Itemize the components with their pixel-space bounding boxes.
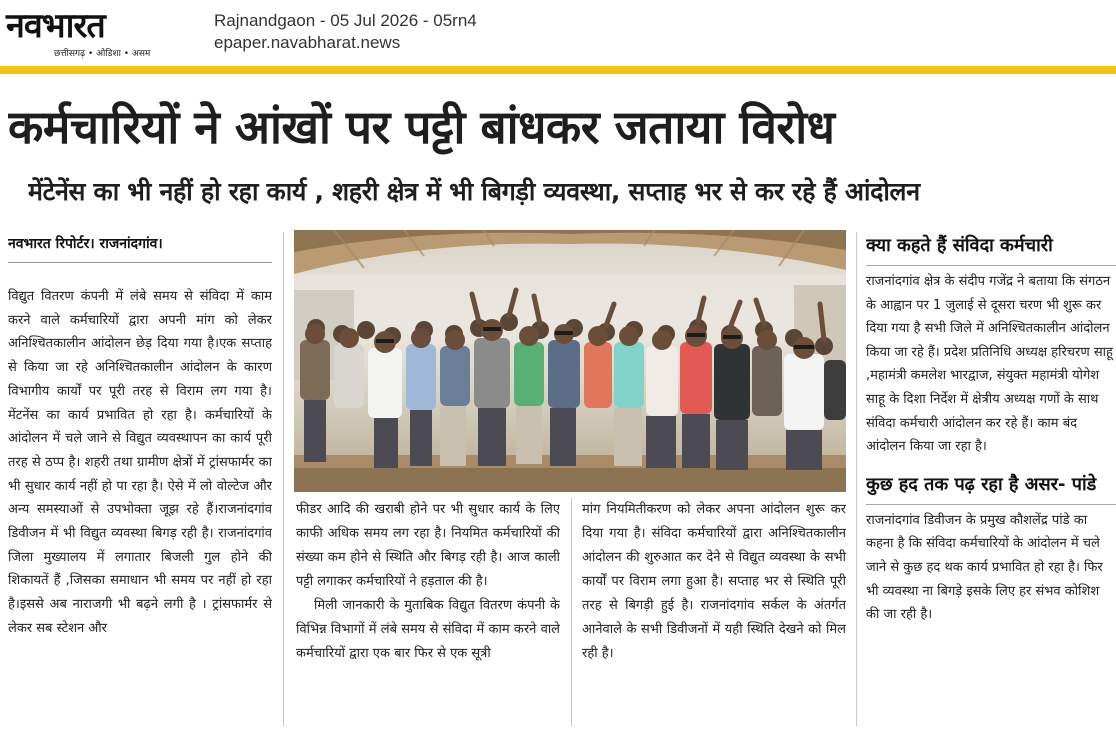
column-1-text: विद्युत वितरण कंपनी में लंबे समय से संविदा में काम करने वाले कर्मचारियों द्वारा अपनी मांग को लेकर अनिश्चितकालीन आंदोलन छेड़ दिया गया है।एक सप्ताह से किया जा रहे अनिश्चितकालीन आंदोलन के कारण विभागीय कार्यों पर पूरी तरह से विराम लग गया है। मेंटनेंस का कार्य प्रभावित हो रहा है। कर्मचारियों के आंदोलन में चले जाने से विद्युत व्यवस्थापन का कार्य पूरी तरह से ठप्प है। शहरी तथा ग्रामीण क्षेत्रों में ट्रांसफार्मर का भी सुधार कार्य नहीं हो पा रहा है। ऐसे में लो वोल्टेज और अन्य समस्याओं से उपभोक्ता जूझ रहे हैं।राजनांदगांव डिवीजन में भी विद्युत व्यवस्था बिगड़ रही है। राजनांदगांव जिला मुख्यालय में लगातार बिजली गुल होने की शिकायतें हैं ,जिसका समाधान भी समय पर नहीं हो रहा है।इससे अब नाराजगी भी बढ़ने लगी है । ट्रांसफार्मर से लेकर सब स्टेशन और (8, 289, 272, 636)
byline: नवभारत रिपोर्टर। राजनांदगांव। (8, 232, 272, 263)
column-divider (571, 498, 572, 726)
protest-photo-illustration (294, 230, 846, 492)
logo-tagline: छत्तीसगढ़ • ओडिशा • असम (54, 49, 151, 59)
masthead-accent-bar (0, 66, 1116, 74)
column-divider (856, 232, 857, 726)
article-headline: कर्मचारियों ने आंखों पर पट्टी बांधकर जताया विरोध (8, 100, 835, 154)
column-3-text: मांग नियमितीकरण को लेकर अपना आंदोलन शुरू कर दिया गया है। संविदा कर्मचारियों द्वारा अनिश्चितकालीन आंदोलन की शुरुआत कर देने से विद्युत व्यवस्था के सभी कार्यों पर विराम लगा हुआ है। सप्ताह भर से स्थिति पूरी तरह से बिगड़ी हुई है। राजनांदगांव सर्कल के अंतर्गत आनेवाले के सभी डिवीजनों में यही स्थिति देखने को मिल रही है। (582, 502, 846, 661)
sidebar-column (866, 232, 1116, 728)
protest-group-photo (294, 230, 846, 492)
masthead (0, 0, 1116, 66)
edition-line: Rajnandgaon - 05 Jul 2026 - 05rn4 (214, 11, 477, 30)
sidebar-heading-2: कुछ हद तक पढ़ रहा है असर- पांडे (866, 471, 1116, 505)
article-column-3 (582, 498, 846, 730)
navabharat-logo (6, 4, 198, 62)
article-subheadline: मेंटेनेंस का भी नहीं हो रहा कार्य , शहरी क्षेत्र में भी बिगड़ी व्यवस्था, सप्ताह भर से कर रहे हैं आंदोलन (28, 177, 920, 206)
sidebar-text-2: राजनांदगांव डिवीजन के प्रमुख कौशलेंद्र पांडे का कहना है कि संविदा कर्मचारियों के आंदोलन में चले जाने से कुछ हद थक कार्य प्रभावित हो रहा है। फिर भी व्यवस्था ना बिगड़े इसके लिए हर संभव कोशिश की जा रही है। (866, 512, 1103, 623)
sidebar-text-1: राजनांदगांव क्षेत्र के संदीप गजेंद्र ने बताया कि संगठन के आह्वान पर 1 जुलाई से दूसरा चरण भी शुरू कर दिया गया है सभी जिले में अनिश्चितकालीन आंदोलन किया जा रहे हैं। प्रदेश प्रतिनिधि अध्यक्ष हरिचरण साहू ,महामंत्री कमलेश भारद्वाज, संयुक्त महामंत्री योगेश साहू के दिशा निर्देश में क्षेत्रीय अध्यक्ष गणों के साथ संविदा कर्मचारी आंदोलन कर रहे हैं। काम बंद आंदोलन किया जा रहा है। (866, 274, 1113, 455)
article-column-2 (296, 498, 560, 730)
column-2-paragraph-1: फीडर आदि की खराबी होने पर भी सुधार कार्य के लिए काफी अधिक समय लग रहा है। नियमित कर्मचारियों की संख्या कम होने से स्थिति और बिगड़ रही है। आज काली पट्टी लगाकर कर्मचारियों ने हड़ताल की है। (296, 502, 560, 589)
logo-wordmark: नवभारत (6, 6, 105, 46)
article-column-1 (8, 232, 272, 728)
column-2-paragraph-2: मिली जानकारी के मुताबिक विद्युत वितरण कंपनी के विभिन्न विभागों में लंबे समय से संविदा में काम करने वाले कर्मचारियों द्वारा एक बार फिर से एक सूत्री (296, 598, 560, 661)
sidebar-heading-1: क्या कहते हैं संविदा कर्मचारी (866, 232, 1116, 266)
site-url: epaper.navabharat.news (214, 33, 401, 52)
column-divider (283, 232, 284, 726)
